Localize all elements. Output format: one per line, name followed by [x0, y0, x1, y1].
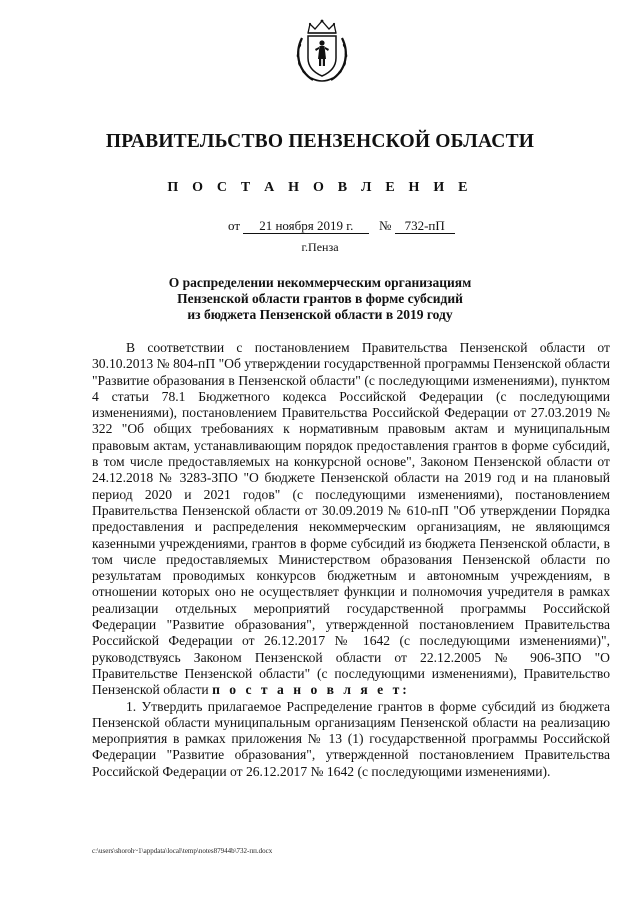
document-type: П О С Т А Н О В Л Е Н И Е: [167, 180, 473, 195]
number-prefix: №: [379, 218, 392, 233]
preamble-paragraph: [92, 340, 610, 699]
date-prefix: от: [228, 218, 241, 233]
document-date-number: [228, 218, 455, 234]
decree-word: п о с т а н о в л я е т:: [212, 682, 410, 698]
subject-line: из бюджета Пензенской области в 2019 году: [187, 307, 453, 322]
file-path-footer: c:\users\shoroh~1\appdata\local\temp\notes87944b\732-пп.docx: [92, 847, 273, 855]
item-paragraph: 1. Утвердить прилагаемое Распределение грантов в форме субсидий из бюджета Пензенской области муниципальным организациям Пензенской области на реализацию мероприятия в рамках приложения № 13 (1) государственной программы Российской Федерации "Развитие образования", утвержденной постановлением Правительства Российской Федерации от 26.12.2017 № 1642 (с последующими изменениями).: [92, 698, 610, 779]
government-title: ПРАВИТЕЛЬСТВО ПЕНЗЕНСКОЙ ОБЛАСТИ: [105, 131, 535, 152]
document-body: [92, 340, 610, 780]
document-number: 732-пП: [395, 219, 455, 234]
document-date: 21 ноября 2019 г.: [243, 219, 369, 234]
document-subject: [0, 275, 640, 323]
coat-of-arms-icon: [293, 18, 351, 86]
subject-line: Пензенской области грантов в форме субсидий: [177, 291, 463, 306]
city: г.Пенза: [301, 240, 339, 254]
preamble-text: В соответствии с постановлением Правительства Пензенской области от 30.10.2013 № 804-пП "Об утверждении государственной программы Пензенской области "Развитие образования в Пензенской области" (с последующими изменениями), пунктом 4 статьи 78.1 Бюджетного кодекса Российской Федерации (с последующими изменениями), постановлением Правительства Российской Федерации от 27.03.2019 № 322 "Об общих требованиях к нормативным правовым актам и муниципальным правовым актам, устанавливающим порядок предоставления грантов в форме субсидий, в том числе предоставляемых на конкурсной основе", Законом Пензенской области от 24.12.2018 № 3283-ЗПО "О бюджете Пензенской области на 2019 год и на плановый период 2020 и 2021 годов" (с последующими изменениями), постановлением Правительства Пензенской области от 30.09.2019 № 610-пП "Об утверждении Порядка предоставления и распределения некоммерческим организациям, не являющимся казенными учреждениями, грантов в форме субсидий из бюджета Пензенской области, в том числе предоставляемых Министерством образования Пензенской области по результатам проводимых конкурсов бюджетным и автономным учреждениям, в отношении которых оно не осуществляет функции и полномочия учредителя в рамках реализации отдельных мероприятий государственной программы Российской Федерации "Развитие образования", утвержденной постановлением Правительства Российской Федерации от 26.12.2017 № 1642 (с последующими изменениями)", руководствуясь Законом Пензенской области от 22.12.2005 № 906-ЗПО "О Правительстве Пензенской области" (с последующими изменениями), Правительство Пензенской области: [92, 340, 610, 698]
subject-line: О распределении некоммерческим организациям: [168, 275, 472, 290]
